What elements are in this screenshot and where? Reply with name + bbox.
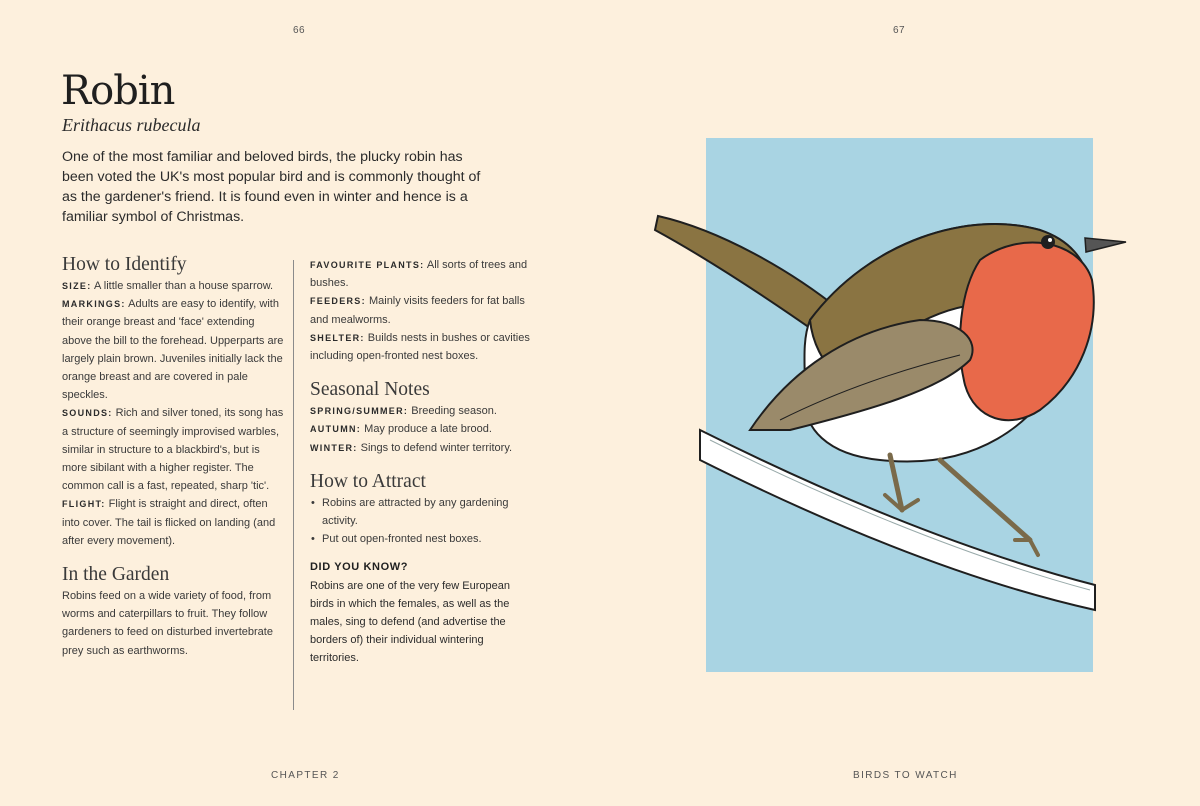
garden-text: Robins feed on a wide variety of food, from worms and caterpillars to fruit. They follow gardeners to feed on disturbed invertebrate prey such as earthworms. — [62, 590, 273, 657]
footer-chapter: CHAPTER 2 — [271, 770, 340, 781]
page-number-right: 67 — [893, 25, 906, 36]
attract-list — [310, 494, 535, 549]
seasonal-spring: SPRING/SUMMER: Breeding season. — [310, 405, 497, 418]
identify-sounds: SOUNDS: Rich and silver toned, its song has a structure of seemingly improvised warbles, similar in structure to a blackbird's, but is more sibilant with a higher register. The common call is a fast, repeated, sharp 'tic'. — [62, 407, 284, 493]
identify-markings: MARKINGS: Adults are easy to identify, with their orange breast and 'face' extending above the bill to the forehead. Upperparts are largely plain brown. Juveniles initially lack the orange breast and are covered in pale speckles. — [62, 298, 284, 402]
page-number-left: 66 — [293, 25, 306, 36]
seasonal-autumn: AUTUMN: May produce a late brood. — [310, 423, 492, 436]
seasonal-winter: WINTER: Sings to defend winter territory. — [310, 441, 513, 454]
page-title: Robin — [61, 68, 175, 114]
eye-icon — [1041, 235, 1055, 249]
seasonal-heading: Seasonal Notes — [310, 379, 430, 401]
left-column — [62, 253, 287, 660]
identify-flight: FLIGHT: Flight is straight and direct, often into cover. The tail is flicked on landing (and after every movement). — [62, 498, 276, 547]
beak-icon — [1085, 238, 1126, 252]
list-item: • Put out open-fronted nest boxes. — [310, 530, 535, 548]
habitat-feeders: FEEDERS: Mainly visits feeders for fat balls and mealworms. — [310, 295, 525, 326]
latin-name: Erithacus rubecula — [62, 115, 201, 135]
attract-heading: How to Attract — [310, 470, 426, 492]
right-column — [310, 256, 535, 668]
intro-paragraph: One of the most familiar and beloved birds, the plucky robin has been voted the UK's most popular bird and is commonly thought of as the gardener's friend. It is found even in winter and hence is a familiar symbol of Christmas. — [62, 149, 481, 225]
robin-illustration — [640, 130, 1140, 690]
identify-size: SIZE: A little smaller than a house sparrow. — [62, 280, 274, 292]
identify-heading: How to Identify — [62, 254, 187, 275]
did-you-know-text: Robins are one of the very few European birds in which the females, as well as the males, sing to defend (and advertise the borders of) their individual wintering territories. — [310, 579, 510, 665]
list-item: • Robins are attracted by any gardening activity. — [310, 494, 535, 530]
column-divider — [293, 260, 294, 710]
habitat-plants: FAVOURITE PLANTS: All sorts of trees and bushes. — [310, 259, 528, 290]
habitat-shelter: SHELTER: Builds nests in bushes or cavities including open-fronted nest boxes. — [310, 331, 530, 363]
footer-section: BIRDS TO WATCH — [853, 770, 958, 781]
did-you-know-heading: DID YOU KNOW? — [310, 561, 409, 574]
garden-heading: In the Garden — [62, 564, 170, 586]
